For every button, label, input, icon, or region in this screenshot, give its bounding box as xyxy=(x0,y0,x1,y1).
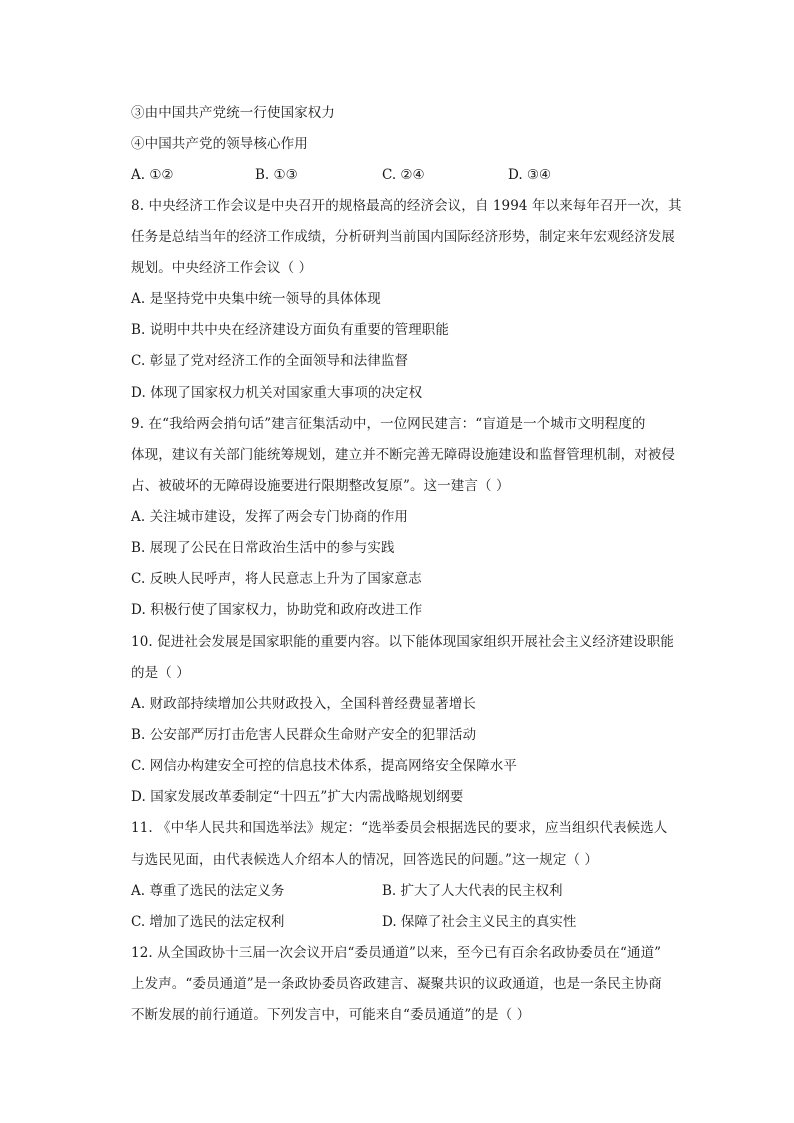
q12-stem-line-3: 不断发展的前行通道。下列发言中，可能来自“委员通道”的是（ ） xyxy=(131,1007,531,1023)
q7-option-d: D. ③④ xyxy=(508,167,552,183)
q11-option-d: D. 保障了社会主义民主的真实性 xyxy=(382,914,577,930)
q11-stem-line-2: 与选民见面，由代表候选人介绍本人的情况，回答选民的问题。”这一规定（ ） xyxy=(131,852,599,868)
q11-option-c: C. 增加了选民的法定权利 xyxy=(131,914,285,930)
q10-stem-line-1: 10. 促进社会发展是国家职能的重要内容。以下能体现国家组织开展社会主义经济建设职能 xyxy=(131,634,674,650)
q12-stem-line-1: 12. 从全国政协十三届一次会议开启“委员通道”以来，至今已有百余名政协委员在“通道” xyxy=(131,945,662,961)
q9-option-d: D. 积极行使了国家权力，协助党和政府改进工作 xyxy=(131,602,423,618)
q7-item-3: ③由中国共产党统一行使国家权力 xyxy=(131,105,335,121)
q9-option-b: B. 展现了公民在日常政治生活中的参与实践 xyxy=(131,540,395,556)
q7-option-a: A. ①② xyxy=(131,167,174,183)
q10-option-d: D. 国家发展改革委制定“十四五”扩大内需战略规划纲要 xyxy=(131,789,464,805)
q8-stem-line-3: 规划。中央经济工作会议（ ） xyxy=(131,260,313,276)
q8-stem-line-1: 8. 中央经济工作会议是中央召开的规格最高的经济会议，自 1994 年以来每年召开一次，其 xyxy=(131,198,682,214)
q10-option-b: B. 公安部严厉打击危害人民群众生命财产安全的犯罪活动 xyxy=(131,727,477,743)
q11-option-b: B. 扩大了人大代表的民主权利 xyxy=(382,883,563,899)
q7-item-4: ④中国共产党的领导核心作用 xyxy=(131,136,308,152)
q9-stem-line-1: 9. 在“我给两会捎句话”建言征集活动中，一位网民建言：“盲道是一个城市文明程度的 xyxy=(131,416,646,432)
q11-stem-line-1: 11. 《中华人民共和国选举法》规定：“选举委员会根据选民的要求，应当组织代表候选人 xyxy=(131,820,668,836)
q10-option-c: C. 网信办构建安全可控的信息技术体系，提高网络安全保障水平 xyxy=(131,758,517,774)
q8-option-c: C. 彰显了党对经济工作的全面领导和法律监督 xyxy=(131,353,409,369)
q9-stem-line-2: 体现，建议有关部门能统筹规划，建立并不断完善无障碍设施建设和监督管理机制，对被侵 xyxy=(131,447,675,463)
q10-stem-line-2: 的是（ ） xyxy=(131,665,190,681)
q8-option-b: B. 说明中共中央在经济建设方面负有重要的管理职能 xyxy=(131,322,450,338)
q8-option-d: D. 体现了国家权力机关对国家重大事项的决定权 xyxy=(131,385,423,401)
q9-option-a: A. 关注城市建设，发挥了两会专门协商的作用 xyxy=(131,509,409,525)
q10-option-a: A. 财政部持续增加公共财政投入，全国科普经费显著增长 xyxy=(131,696,477,712)
q11-option-a: A. 尊重了选民的法定义务 xyxy=(131,883,285,899)
q12-stem-line-2: 上发声。“委员通道”是一条政协委员咨政建言、凝聚共识的议政通道，也是一条民主协商 xyxy=(131,976,662,992)
q7-option-b: B. ①③ xyxy=(255,167,298,183)
q8-stem-line-2: 任务是总结当年的经济工作成绩，分析研判当前国内国际经济形势，制定来年宏观经济发展 xyxy=(131,229,675,245)
q9-stem-line-3: 占、被破坏的无障碍设施要进行限期整改复原”。这一建言（ ） xyxy=(131,478,510,494)
q9-option-c: C. 反映人民呼声，将人民意志上升为了国家意志 xyxy=(131,571,422,587)
q7-option-c: C. ②④ xyxy=(382,167,425,183)
q8-option-a: A. 是坚持党中央集中统一领导的具体体现 xyxy=(131,291,381,307)
